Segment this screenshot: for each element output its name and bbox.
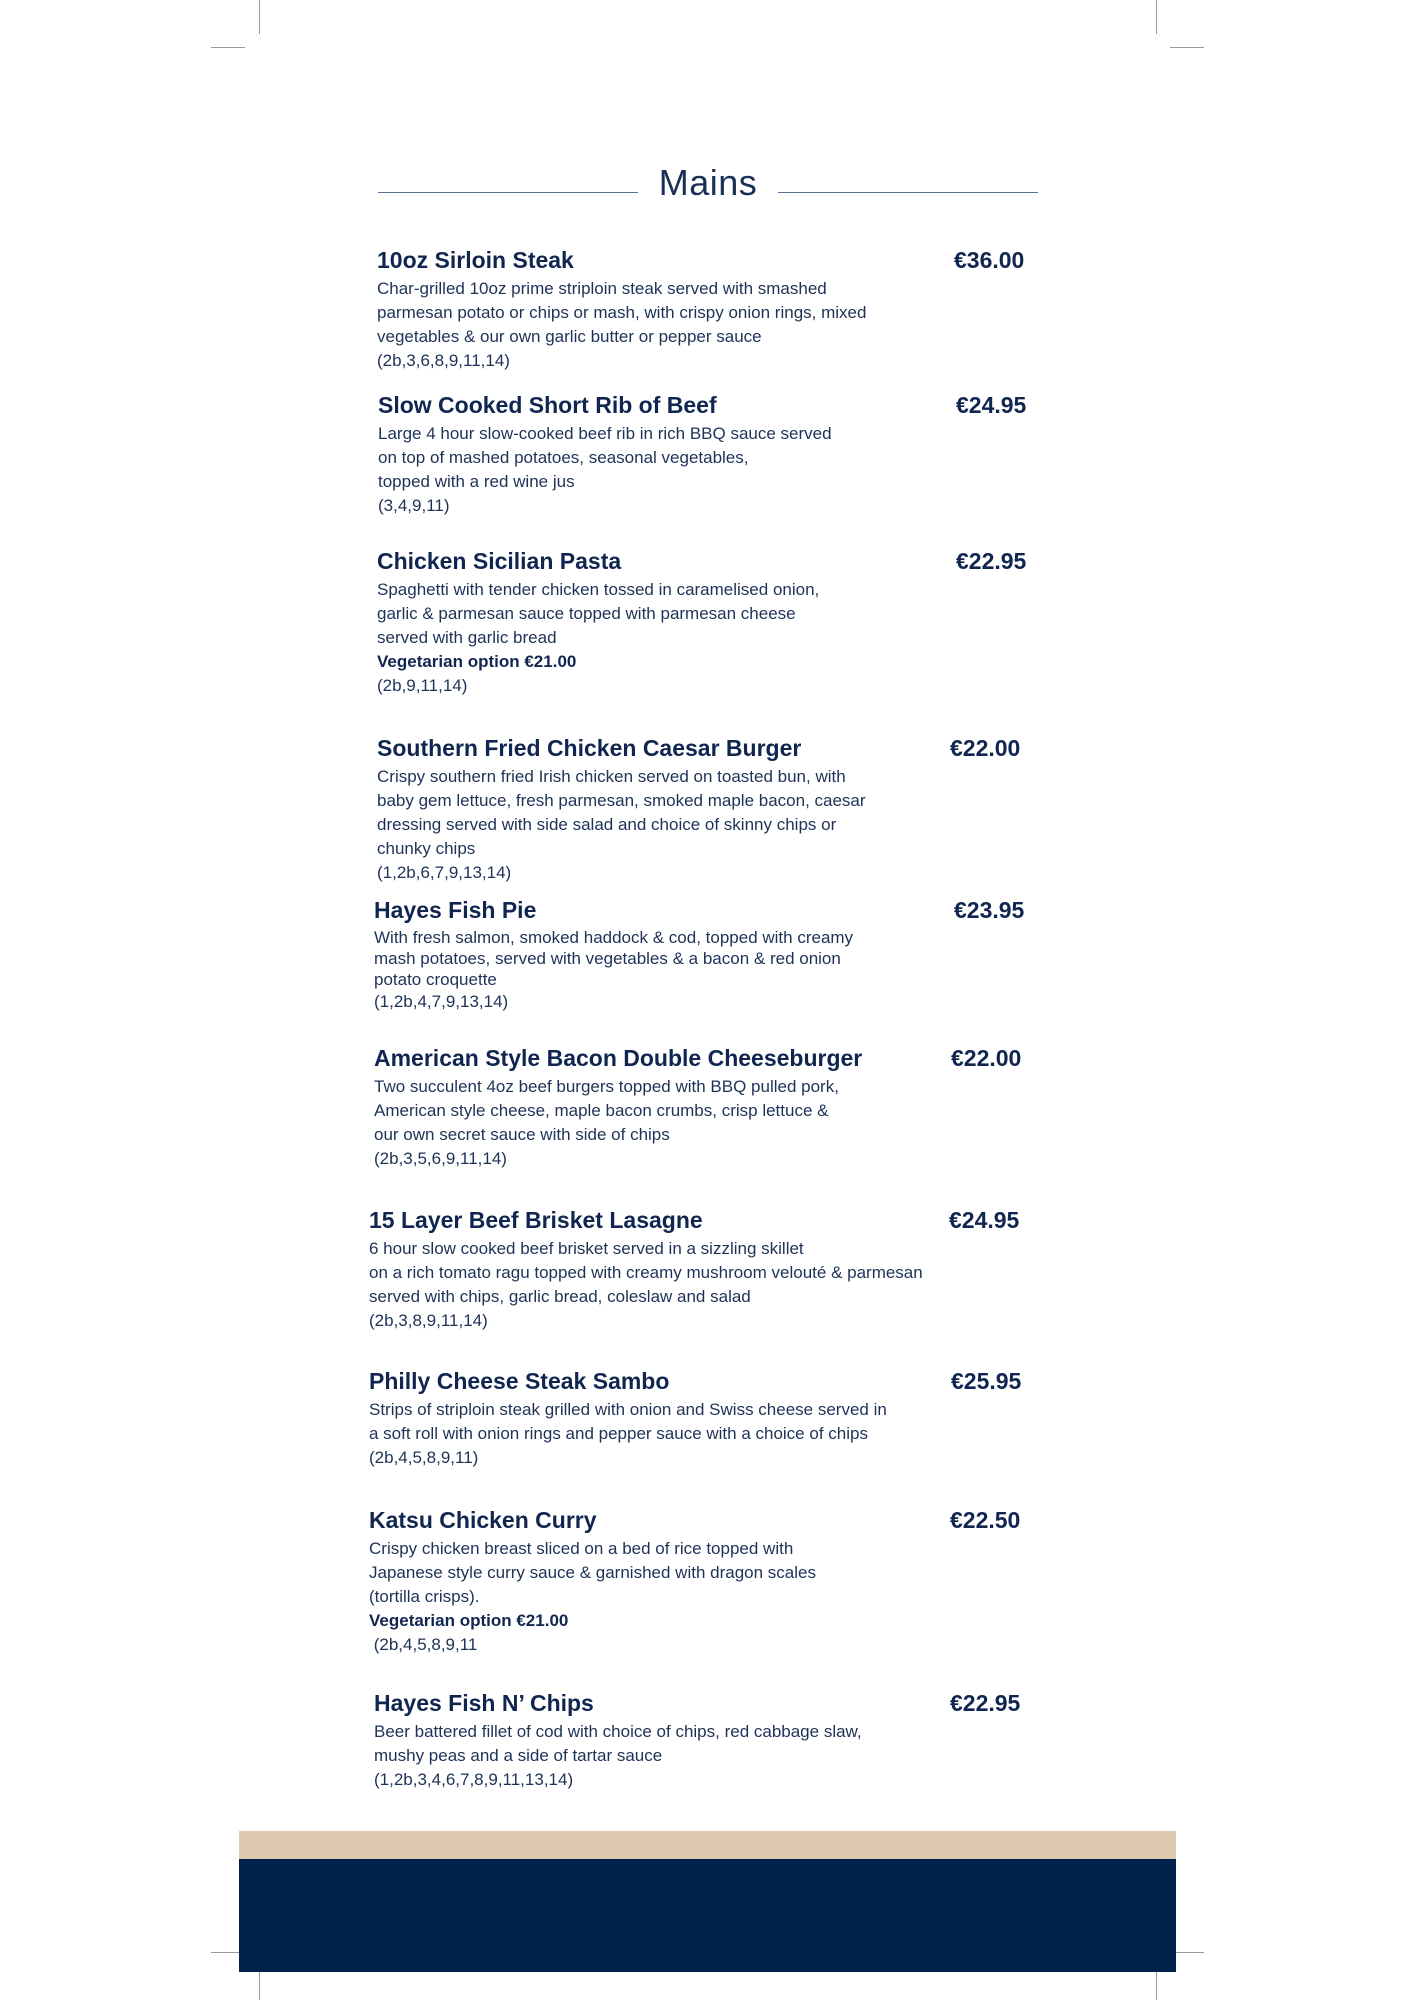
item-price: €22.95: [950, 1690, 1021, 1716]
vegetarian-option: Vegetarian option €21.00: [377, 652, 577, 671]
item-allergens: (2b,4,5,8,9,11): [369, 1448, 479, 1467]
crop-mark: [1170, 47, 1204, 48]
item-price: €23.95: [954, 897, 1025, 923]
item-description: Beer battered fillet of cod with choice of chips, red cabbage slaw, mushy peas and a side of tartar sauce: [374, 1722, 862, 1765]
item-description: Large 4 hour slow-cooked beef rib in rich BBQ sauce served on top of mashed potatoes, seasonal vegetables, topped with a red wine jus: [378, 424, 832, 491]
item-name: Hayes Fish N’ Chips: [374, 1690, 594, 1716]
item-description: Crispy chicken breast sliced on a bed of rice topped with Japanese style curry sauce & garnished with dragon scales (tortilla crisps).: [369, 1539, 816, 1606]
item-allergens: (2b,9,11,14): [377, 676, 468, 695]
item-name: American Style Bacon Double Cheeseburger: [374, 1045, 863, 1071]
item-price: €25.95: [951, 1368, 1022, 1394]
item-price: €36.00: [954, 247, 1025, 273]
crop-mark: [211, 47, 245, 48]
item-name: 15 Layer Beef Brisket Lasagne: [369, 1207, 703, 1233]
menu-item: [369, 1205, 1029, 1333]
item-description: Spaghetti with tender chicken tossed in caramelised onion, garlic & parmesan sauce topped with parmesan cheese served with garlic bread: [377, 580, 820, 647]
item-allergens: (1,2b,3,4,6,7,8,9,11,13,14): [374, 1770, 574, 1789]
item-price: €24.95: [949, 1207, 1020, 1233]
item-price: €24.95: [956, 392, 1027, 418]
item-price: €22.50: [950, 1507, 1021, 1533]
vegetarian-option: Vegetarian option €21.00: [369, 1611, 569, 1630]
item-price: €22.00: [951, 1045, 1022, 1071]
title-divider-left: [378, 192, 638, 193]
title-divider-right: [778, 192, 1038, 193]
item-allergens: (2b,3,8,9,11,14): [369, 1311, 488, 1330]
item-name: Southern Fried Chicken Caesar Burger: [377, 735, 802, 761]
menu-item: [378, 390, 1038, 518]
item-price: €22.00: [950, 735, 1021, 761]
item-name: Chicken Sicilian Pasta: [377, 548, 622, 574]
section-header: [378, 162, 1038, 212]
menu-item: [369, 1505, 1029, 1657]
item-name: Slow Cooked Short Rib of Beef: [378, 392, 717, 418]
item-allergens: (2b,3,5,6,9,11,14): [374, 1149, 507, 1168]
crop-mark: [259, 0, 260, 34]
menu-item: [374, 1688, 1034, 1792]
menu-item: [374, 1043, 1034, 1171]
section-title: Mains: [658, 162, 758, 203]
item-name: 10oz Sirloin Steak: [377, 247, 574, 273]
footer-band-navy: [239, 1859, 1176, 1972]
item-allergens: (3,4,9,11): [378, 496, 450, 515]
menu-item: [377, 546, 1037, 698]
item-allergens: (1,2b,4,7,9,13,14): [374, 992, 509, 1011]
item-price: €22.95: [956, 548, 1027, 574]
menu-item: [369, 1366, 1029, 1470]
crop-mark: [1156, 0, 1157, 34]
item-description: Crispy southern fried Irish chicken served on toasted bun, with baby gem lettuce, fresh parmesan, smoked maple bacon, caesar dressing served with side salad and choice of skinny chips or chunky chips: [377, 767, 866, 858]
item-description: Two succulent 4oz beef burgers topped with BBQ pulled pork, American style cheese, maple bacon crumbs, crisp lettuce & our own secret sauce with side of chips: [374, 1077, 839, 1144]
item-description: Char-grilled 10oz prime striploin steak served with smashed parmesan potato or chips or mash, with crispy onion rings, mixed vegetables & our own garlic butter or pepper sauce: [377, 279, 867, 346]
item-allergens: (1,2b,6,7,9,13,14): [377, 863, 512, 882]
menu-item: [377, 733, 1037, 885]
footer-band-beige: [239, 1831, 1176, 1859]
item-name: Philly Cheese Steak Sambo: [369, 1368, 670, 1394]
item-name: Katsu Chicken Curry: [369, 1507, 597, 1533]
item-name: Hayes Fish Pie: [374, 897, 537, 923]
item-description: Strips of striploin steak grilled with onion and Swiss cheese served in a soft roll with onion rings and pepper sauce with a choice of chips: [369, 1400, 887, 1443]
menu-item: [374, 895, 1034, 1014]
item-allergens: (2b,4,5,8,9,11: [369, 1635, 478, 1654]
menu-item: [377, 245, 1037, 373]
item-description: With fresh salmon, smoked haddock & cod, topped with creamy mash potatoes, served with vegetables & a bacon & red onion potato croquette: [374, 928, 854, 989]
item-description: 6 hour slow cooked beef brisket served in a sizzling skillet on a rich tomato ragu topped with creamy mushroom velouté & parmesan served with chips, garlic bread, coleslaw and salad: [369, 1239, 923, 1306]
item-allergens: (2b,3,6,8,9,11,14): [377, 351, 510, 370]
